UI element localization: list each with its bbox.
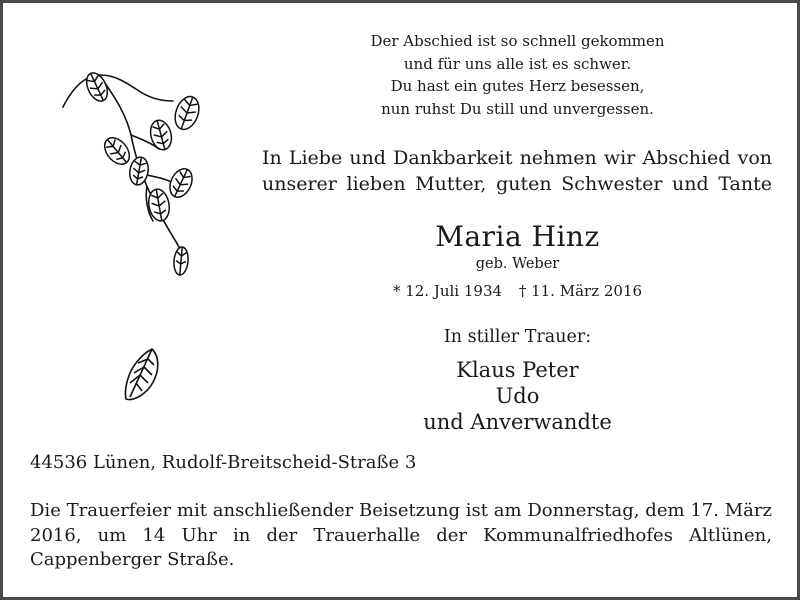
birch-branch-icon bbox=[55, 65, 215, 285]
intro-line: unserer lieben Mutter, guten Schwester und Tante bbox=[262, 173, 772, 195]
poem-line: nun ruhst Du still und unvergessen. bbox=[381, 99, 654, 118]
born-name: geb. Weber bbox=[475, 256, 560, 272]
address: 44536 Lünen, Rudolf-Breitscheid-Straße 3 bbox=[30, 452, 417, 473]
mourning-label: In stiller Trauer: bbox=[443, 327, 592, 347]
single-leaf-icon bbox=[120, 345, 165, 405]
intro-text bbox=[262, 145, 772, 197]
poem-line: Du hast ein gutes Herz besessen, bbox=[390, 77, 645, 95]
mourner-name: Klaus Peter bbox=[456, 358, 579, 382]
poem bbox=[290, 30, 745, 120]
death-date: † 11. März 2016 bbox=[518, 282, 643, 300]
poem-line: und für uns alle ist es schwer. bbox=[403, 54, 632, 73]
poem-line: Der Abschied ist so schnell gekommen bbox=[370, 32, 665, 50]
deceased-name: Maria Hinz bbox=[435, 220, 600, 253]
service-info: Die Trauerfeier mit anschließender Beisetzung ist am Donnerstag, dem 17. März 2016, um 14 Uhr in der Trauerhalle der Kommunalfriedhofes Altlünen, Cappenberger Straße. bbox=[30, 500, 772, 570]
intro-line: In Liebe und Dankbarkeit nehmen wir Abschied von bbox=[262, 147, 772, 169]
mourner-name: Udo bbox=[495, 384, 540, 408]
life-dates bbox=[290, 282, 745, 300]
birth-date: * 12. Juli 1934 bbox=[392, 282, 503, 300]
mourners-list bbox=[290, 357, 745, 435]
mourner-name: und Anverwandte bbox=[423, 410, 612, 434]
